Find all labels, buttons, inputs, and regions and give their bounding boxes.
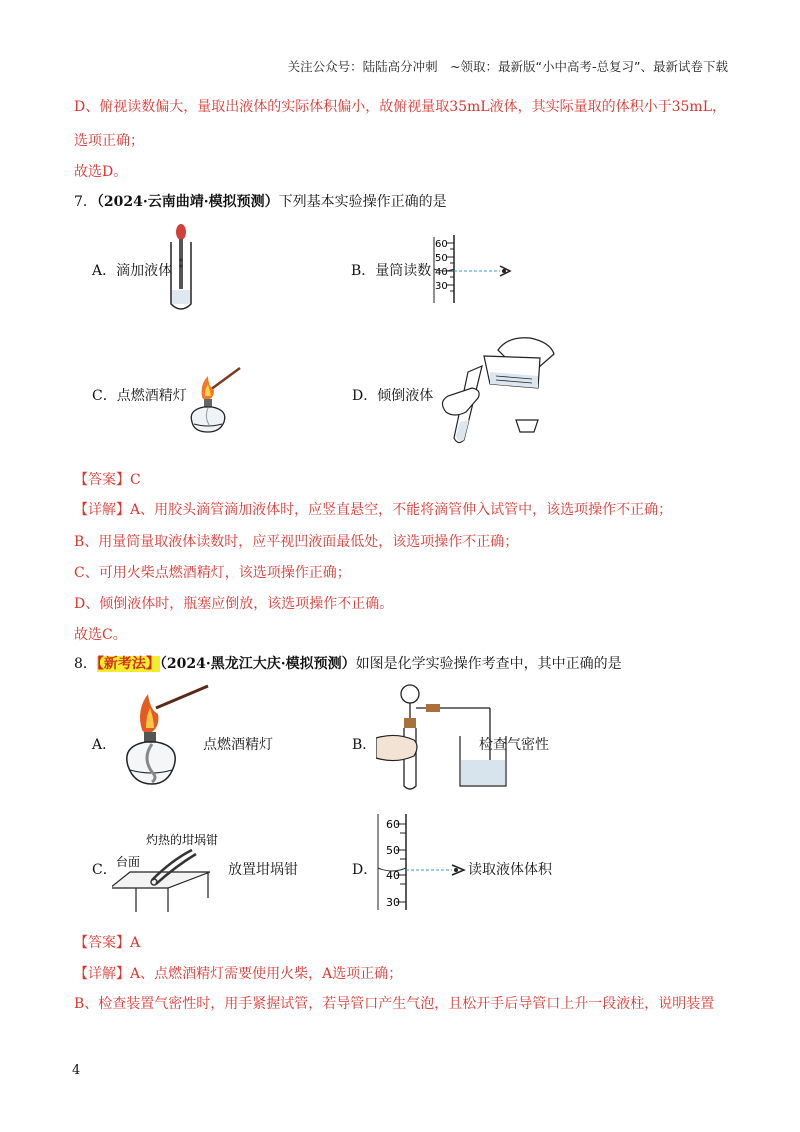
q8-option-c-letter: C． xyxy=(92,862,117,878)
q7-detail-line-1 xyxy=(74,500,672,520)
q7-cylinder-figure xyxy=(428,233,518,305)
q8-detail-line-2: B、检查装置气密性时，用手紧握试管，若导管口产生气泡，且松开手后导管口上升一段液柱，说明装置 xyxy=(74,996,715,1012)
q7-dropper-figure xyxy=(164,222,198,314)
q8-cylinder-figure xyxy=(372,812,472,912)
page-number: 4 xyxy=(72,1063,81,1078)
q8-detail-tag: 【详解】 xyxy=(74,966,130,982)
q7-option-c-label: C．点燃酒精灯 xyxy=(92,388,187,404)
q8-detail-line-1 xyxy=(74,964,402,984)
q7-option-b-label: B．量筒读数 xyxy=(351,263,432,279)
q7-option-a-label: A．滴加液体 xyxy=(92,263,173,279)
q7-lamp-figure xyxy=(180,366,248,440)
q7-tick-60: 60 xyxy=(435,239,448,250)
q8-option-d-letter: D． xyxy=(352,862,378,878)
q8-tick-50: 50 xyxy=(386,844,400,857)
q8-option-c-text: 放置坩埚钳 xyxy=(228,862,298,878)
q7-answer-line xyxy=(74,470,141,490)
q7-conclusion: 故选C。 xyxy=(74,627,127,643)
q7-stem: 下列基本实验操作正确的是 xyxy=(278,194,447,210)
q7-tick-40: 40 xyxy=(435,267,448,278)
q7-number: 7． xyxy=(74,194,97,210)
q7-stem-line xyxy=(74,192,447,212)
prev-detail-line-1: D、俯视读数偏大，量取出液体的实际体积偏小，故俯视量取35mL液体，其实际量取的体积小于35mL， xyxy=(74,99,726,115)
q7-pouring-figure xyxy=(438,332,562,446)
q7-detail-line-2: B、用量筒量取液体读数时，应平视凹液面最低处，该选项操作不正确； xyxy=(74,534,519,550)
q8-stem: 如图是化学实验操作考查中，其中正确的是 xyxy=(355,656,622,672)
prev-detail-line-2: 选项正确； xyxy=(74,133,144,149)
q7-tick-30: 30 xyxy=(435,281,448,292)
q7-answer-tag: 【答案】 xyxy=(74,472,130,488)
q8-lamp-figure xyxy=(112,680,212,792)
q8-number: 8． xyxy=(74,656,97,672)
q8-tick-30: 30 xyxy=(386,896,400,909)
q8-stem-line xyxy=(74,654,622,674)
q8-answer: A xyxy=(130,935,141,951)
q7-detail-line-4: D、倾倒液体时，瓶塞应倒放，该选项操作不正确。 xyxy=(74,596,394,612)
q8-option-a-letter: A． xyxy=(92,737,117,753)
q8-option-a-text: 点燃酒精灯 xyxy=(203,737,273,753)
q8-answer-line xyxy=(74,933,140,953)
prev-conclusion: 故选D。 xyxy=(74,164,128,180)
q8-label-table: 台面 xyxy=(116,855,141,869)
q8-answer-tag: 【答案】 xyxy=(74,935,130,951)
q7-source: （2024·云南曲靖·模拟预测） xyxy=(96,194,279,210)
q8-option-d-text: 读取液体体积 xyxy=(468,862,552,878)
q8-source: （2024·黑龙江大庆·模拟预测） xyxy=(159,656,356,672)
q7-detail-line-3: C、可用火柴点燃酒精灯，该选项操作正确； xyxy=(74,565,351,581)
q8-detail-a: A、点燃酒精灯需要使用火柴，A选项正确； xyxy=(130,966,403,982)
q7-option-d-label: D．倾倒液体 xyxy=(352,388,434,404)
q8-tongs-figure xyxy=(112,828,244,914)
q8-option-b-letter: B． xyxy=(352,737,377,753)
q8-tick-40: 40 xyxy=(386,869,400,882)
q7-detail-tag: 【详解】 xyxy=(74,502,130,518)
q8-tick-60: 60 xyxy=(386,818,400,831)
page-header: 关注公众号：陆陆高分冲刺 ~领取：最新版“小中高考-总复习”、最新试卷下载 xyxy=(287,59,728,74)
q8-option-b-text: 检查气密性 xyxy=(479,737,549,753)
q8-new-method-tag: 【新考法】 xyxy=(96,656,160,672)
q7-detail-a: A、用胶头滴管滴加液体时，应竖直悬空，不能将滴管伸入试管中，该选项操作不正确； xyxy=(130,502,673,518)
q7-answer: C xyxy=(130,472,141,488)
q7-tick-50: 50 xyxy=(435,253,448,264)
q8-label-tongs: 灼热的坩埚钳 xyxy=(146,833,219,847)
